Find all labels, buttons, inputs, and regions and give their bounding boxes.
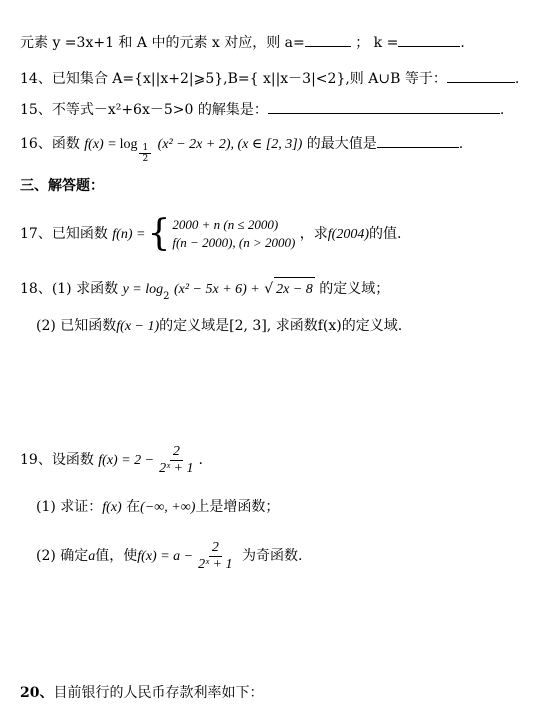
q18-expression: (x² − 5x + 6) +	[173, 282, 260, 297]
q17-case-2: f(n − 2000), (n > 2000)	[172, 235, 296, 250]
q14-period: .	[514, 71, 520, 87]
question-16-line	[20, 131, 464, 164]
q13-period: .	[460, 35, 465, 51]
q18-sqrt-arg: 2x − 8	[274, 277, 315, 302]
q18-number: 18、(1) 求函数	[20, 281, 119, 297]
q19b-text-3: 为奇函数.	[241, 548, 303, 564]
q18b-function: f(x − 1)	[116, 319, 160, 334]
question-19-part1	[36, 497, 279, 518]
answer-blank-k	[398, 32, 460, 47]
q19b-text-1: (2) 确定	[36, 548, 89, 564]
brace-icon: {	[147, 213, 171, 254]
q17-tail-1: ，求	[299, 226, 328, 242]
q16-log-base-den: 2	[142, 153, 149, 164]
q18b-text-1: (2) 已知函数	[36, 318, 117, 334]
q16-log: = log	[108, 137, 138, 152]
q17-f2004: f(2004)	[327, 227, 370, 242]
q19-period: .	[198, 452, 203, 468]
q19b-frac-den: 2ˣ + 1	[198, 556, 233, 572]
question-15-line	[20, 99, 504, 120]
question-19-part2	[36, 536, 302, 577]
q20-text: 目前银行的人民币存款利率如下：	[53, 685, 264, 701]
q16-expression: (x² − 2x + 2), (x ∈ [2, 3])	[157, 137, 303, 152]
q19a-function: f(x)	[102, 500, 122, 515]
question-18-part1	[20, 277, 389, 303]
q19-function: f(x) = 2 −	[98, 453, 155, 468]
q16-function: f(x)	[84, 137, 104, 152]
answer-blank-14	[447, 68, 515, 83]
q14-text: 14、已知集合 A={x||x+2|⩾5},B={ x||x－3|<2},则 A∪B 等于：	[20, 71, 447, 87]
q17-cases	[172, 216, 295, 252]
q18b-text-2: 的定义域是[2, 3], 求函数f(x)的定义域.	[159, 318, 403, 334]
answer-blank-a	[305, 32, 351, 47]
q17-number: 17、已知函数	[20, 226, 108, 242]
q19b-fraction	[195, 540, 235, 573]
question-13-line	[20, 32, 465, 53]
q16-log-base-num: 1	[139, 143, 151, 154]
q13-text-2: ； k =	[355, 35, 399, 51]
question-18-part2	[36, 316, 402, 337]
q18-tail: 的定义域；	[319, 281, 390, 297]
q19b-a: a	[88, 549, 96, 564]
q17-function: f(n) =	[112, 227, 146, 242]
q20-number: 20、	[20, 685, 54, 701]
q19-frac-den: 2ˣ + 1	[159, 460, 194, 476]
section-heading: 三、解答题：	[20, 178, 104, 194]
q16-log-base	[139, 143, 151, 164]
question-17-line	[20, 212, 401, 257]
question-14-line	[20, 68, 519, 89]
q19-fraction	[156, 444, 196, 477]
q15-period: .	[499, 102, 505, 118]
q19a-text-3: 上是增函数；	[195, 499, 280, 515]
q19a-text-2: 在	[126, 499, 141, 515]
q19a-text-1: (1) 求证：	[36, 499, 103, 515]
q13-text-1: 元素 y =3x+1 和 A 中的元素 x 对应，则 a=	[20, 35, 305, 51]
q18-y: y = log	[122, 282, 164, 297]
q15-text: 15、不等式－x²+6x－5>0 的解集是：	[20, 102, 268, 118]
q19-number: 19、设函数	[20, 452, 94, 468]
sqrt-icon: √	[264, 281, 274, 297]
q16-period: .	[458, 136, 464, 152]
question-19-line	[20, 440, 203, 481]
q18-log-base: 2	[163, 291, 170, 302]
q19b-frac-num: 2	[209, 540, 222, 557]
q16-number: 16、函数	[20, 136, 80, 152]
q19-frac-num: 2	[170, 444, 183, 461]
q17-tail-2: 的值.	[369, 226, 402, 242]
q19a-interval: (−∞, +∞)	[140, 500, 196, 515]
q19b-function: f(x) = a −	[137, 549, 194, 564]
q17-case-1: 2000 + n (n ≤ 2000)	[172, 217, 279, 232]
question-20-line	[20, 683, 263, 703]
q19b-text-2: 值，使	[95, 548, 138, 564]
answer-blank-16	[377, 133, 459, 148]
q16-text: 的最大值是	[306, 136, 377, 152]
answer-blank-15	[268, 99, 500, 114]
